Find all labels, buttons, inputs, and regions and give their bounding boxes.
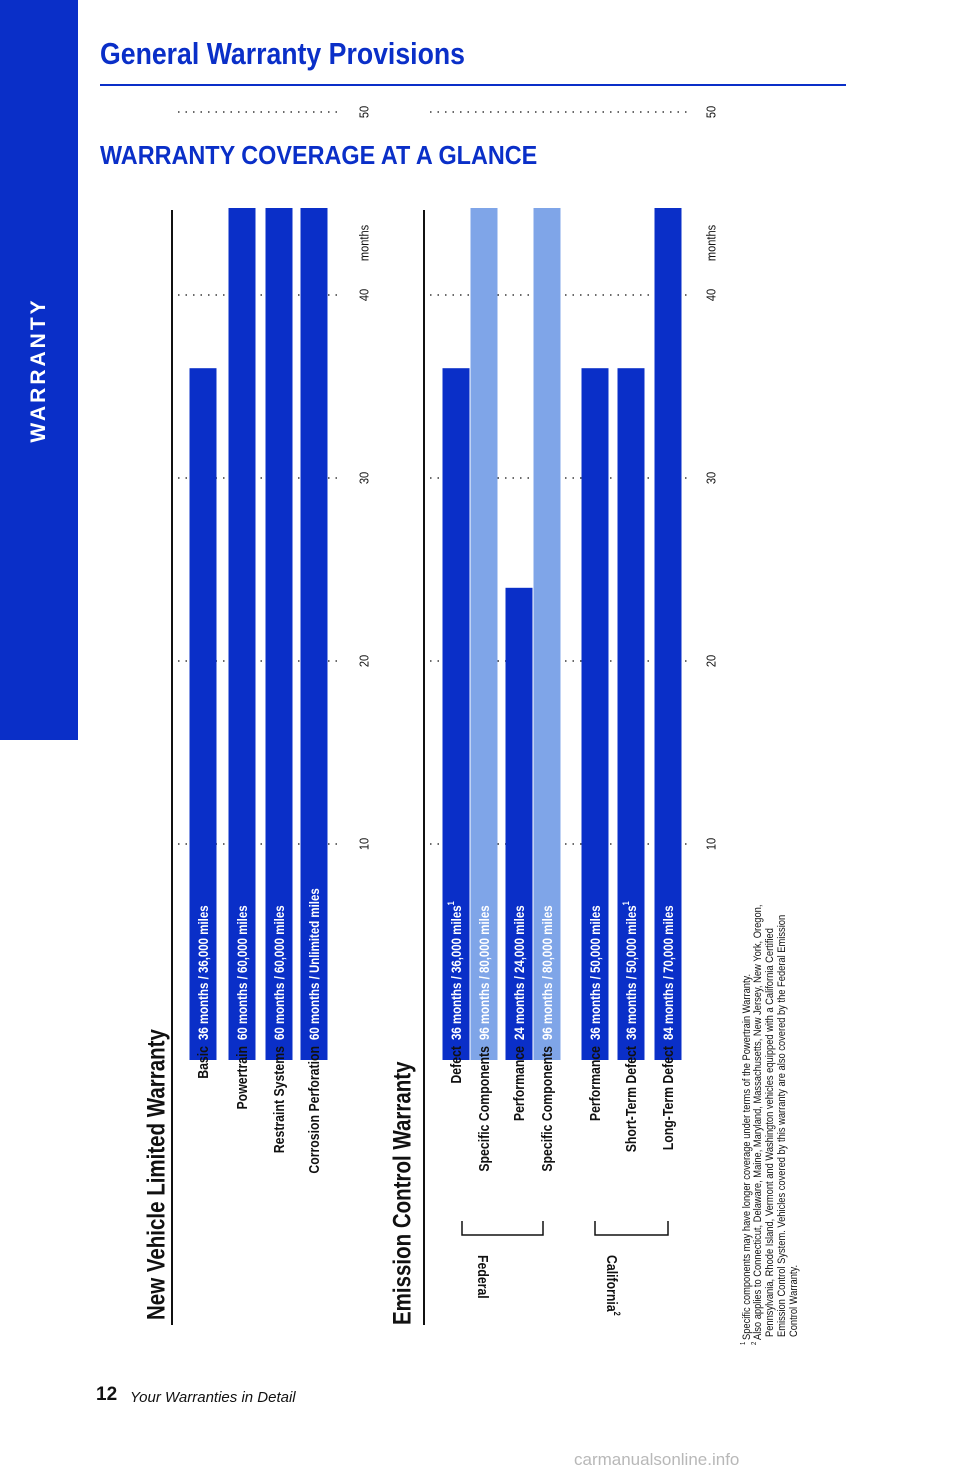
- category-label: Short-Term Defect: [622, 1046, 640, 1153]
- tick-label: 20: [356, 654, 372, 668]
- footnote-line: Emission Control System. Vehicles covered by this warranty are also covered by the Federal Emission: [776, 914, 788, 1337]
- category-label: Defect: [447, 1046, 465, 1084]
- bar-label: 36 months / 36,000 miles$^1$: [446, 901, 465, 1040]
- tick-label: 50: [703, 105, 719, 119]
- category-label: Basic: [194, 1046, 212, 1079]
- category-label: Specific Components: [538, 1046, 556, 1172]
- category-label: Powertrain: [233, 1046, 251, 1110]
- category-label: Performance: [586, 1046, 604, 1122]
- footnote-line: $^2$ Also applies to Connecticut, Delaware, Maine, Maryland, Massachusetts, New Jersey, New York, Oregon,: [750, 904, 764, 1345]
- tick-label: 10: [356, 837, 372, 851]
- bar-label: 96 months / 80,000 miles: [538, 905, 556, 1040]
- watermark: carmanualsonline.info: [574, 1450, 740, 1469]
- tick-label: 30: [356, 471, 372, 485]
- tick-label: 20: [703, 654, 719, 668]
- group-bracket: [595, 1221, 668, 1235]
- section-title: WARRANTY COVERAGE AT A GLANCE: [100, 140, 538, 170]
- tick-label: 30: [703, 471, 719, 485]
- tick-label: 10: [703, 837, 719, 851]
- chart-emission-group: [388, 0, 719, 1325]
- group-label: Federal: [474, 1255, 492, 1299]
- chart-title: Emission Control Warranty: [387, 1061, 417, 1325]
- bar-label: 36 months / 50,000 miles$^1$: [621, 901, 640, 1040]
- group-label: California$^2$: [603, 1255, 622, 1316]
- axis-label: months: [356, 224, 372, 262]
- category-label: Performance: [510, 1046, 528, 1122]
- bar-label: 36 months / 36,000 miles: [194, 905, 212, 1040]
- bar-label: 84 months / 70,000 miles: [659, 905, 677, 1040]
- bar-label: 24 months / 24,000 miles: [510, 905, 528, 1040]
- side-tab-label: WARRANTY: [27, 297, 50, 443]
- group-bracket: [462, 1221, 543, 1235]
- bar-label: 36 months / 50,000 miles: [586, 905, 604, 1040]
- category-label: Specific Components: [475, 1046, 493, 1172]
- category-label: Corrosion Perforation: [305, 1046, 323, 1174]
- chart-title: New Vehicle Limited Warranty: [141, 1029, 171, 1320]
- tick-label: 50: [356, 105, 372, 119]
- footnote-line: Pennsylvania, Rhode Island, Vermont and Washington vehicles equipped with a California Certified: [764, 928, 776, 1337]
- page-title: General Warranty Provisions: [100, 36, 465, 71]
- tick-label: 40: [356, 288, 372, 302]
- footnote-line: $^1$ Specific components may have longer coverage under terms of the Powertrain Warranty.: [739, 973, 753, 1345]
- page-number: 12: [96, 1384, 118, 1405]
- category-label: Restraint Systems: [270, 1046, 288, 1154]
- bar-label: 96 months / 80,000 miles: [475, 905, 493, 1040]
- bar-label: 60 months / Unlimited miles: [305, 888, 323, 1040]
- axis-label: months: [703, 224, 719, 262]
- footer-text: Your Warranties in Detail: [130, 1389, 296, 1406]
- chart-new-vehicle-group: [142, 0, 372, 1325]
- footnotes: [739, 905, 799, 1345]
- tick-label: 40: [703, 288, 719, 302]
- category-label: Long-Term Defect: [659, 1046, 677, 1151]
- footnote-line: Control Warranty.: [788, 1264, 800, 1337]
- bar-label: 60 months / 60,000 miles: [270, 905, 288, 1040]
- bar-label: 60 months / 60,000 miles: [233, 905, 251, 1040]
